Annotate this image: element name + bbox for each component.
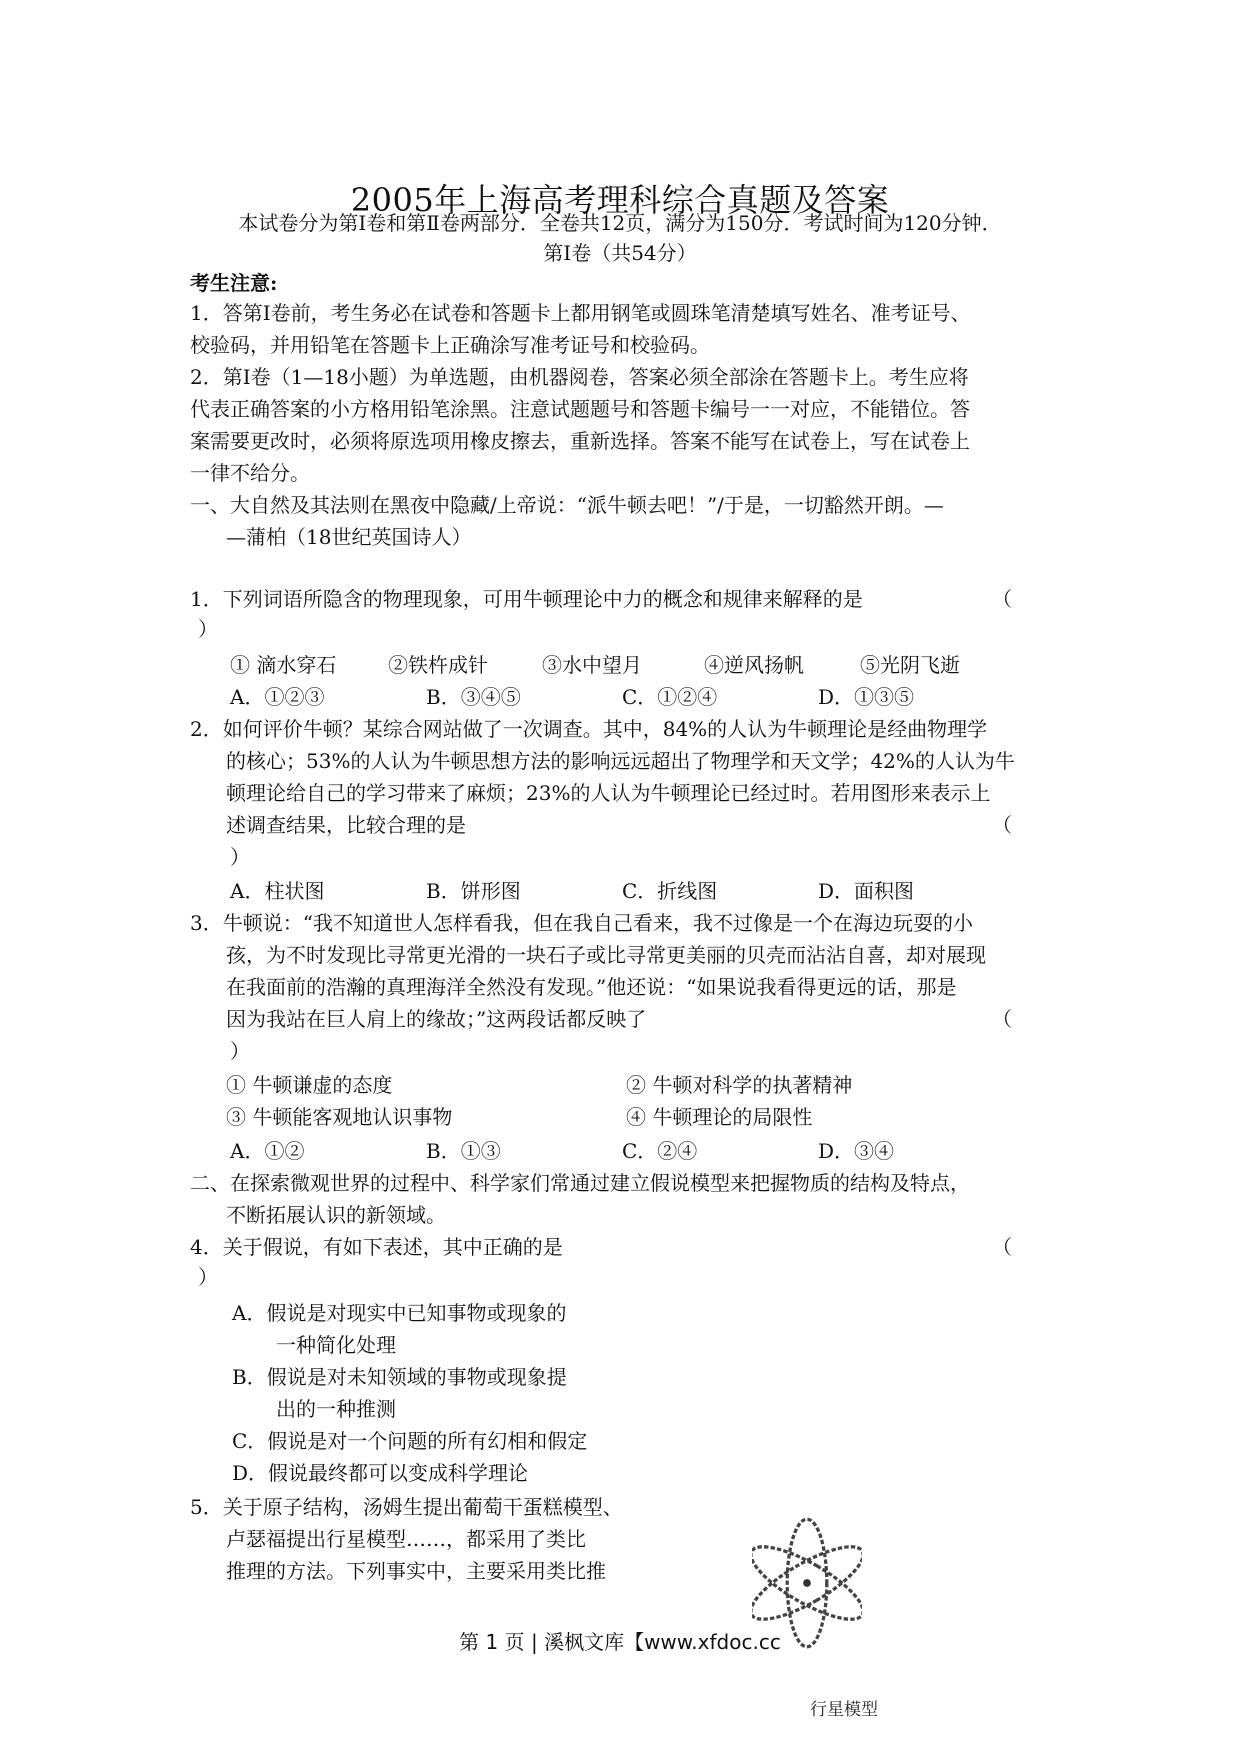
intro-text: 本试卷分为第Ⅰ卷和第Ⅱ卷两部分．全卷共12页，满分为150分．考试时间为120分钟． [238,211,1002,235]
answer-paren-open: （ [992,813,1012,837]
q2-option-c: C．折线图 [622,879,718,903]
q4-option-b-cont: 出的一种推测 [276,1397,396,1421]
q4-option-c: C．假说是对一个问题的所有幻相和假定 [232,1429,588,1453]
question-stem: 孩，为不时发现比寻常更光滑的一块石子或比寻常更美丽的贝壳而沾沾自喜，却对展现 [226,943,986,967]
q1-item: ②铁杵成针 [388,653,488,677]
page-title: 2005年上海高考理科综合真题及答案 [350,181,890,219]
q3-item: ③ 牛顿能客观地认识事物 [226,1105,453,1129]
notice-line: 1．答第Ⅰ卷前，考生务必在试卷和答题卡上都用钢笔或圆珠笔清楚填写姓名、准考证号、 [190,301,971,325]
answer-paren-close: ） [230,1039,250,1063]
q4-option-a: A．假说是对现实中已知事物或现象的 [232,1301,567,1325]
part-heading: 一、大自然及其法则在黑夜中隐藏/上帝说：“派牛顿去吧！”/于是，一切豁然开朗。— [190,493,944,517]
q4-option-a-cont: 一种简化处理 [276,1333,396,1357]
part-heading: 二、在探索微观世界的过程中、科学家们常通过建立假说模型来把握物质的结构及特点， [190,1171,970,1195]
answer-paren-close: ） [230,845,250,869]
q1-option-d: D．①③⑤ [818,685,915,709]
notice-line: 代表正确答案的小方格用铅笔涂黑。注意试题题号和答题卡编号一一对应，不能错位。答 [190,397,970,421]
q3-item: ② 牛顿对科学的执著精神 [626,1073,853,1097]
question-stem: 1．下列词语所隐含的物理现象，可用牛顿理论中力的概念和规律来解释的是 [190,587,863,611]
question-stem: 在我面前的浩瀚的真理海洋全然没有发现。”他还说：“如果说我看得更远的话，那是 [226,975,957,999]
notice-line: 校验码，并用铅笔在答题卡上正确涂写准考证号和校验码。 [190,333,710,357]
q1-item: ④逆风扬帆 [704,653,804,677]
q3-option-a: A．①② [230,1139,305,1163]
q2-option-a: A．柱状图 [230,879,325,903]
answer-paren-close: ） [198,617,218,641]
figure-caption: 行星模型 [810,1700,878,1720]
question-stem: 顿理论给自己的学习带来了麻烦；23%的人认为牛顿理论已经过时。若用图形来表示上 [226,781,991,805]
answer-paren-close: ） [198,1265,218,1289]
answer-paren-open: （ [992,587,1012,611]
q1-item: ⑤光阴飞逝 [860,653,960,677]
question-stem: 3．牛顿说：“我不知道世人怎样看我，但在我自己看来，我不过像是一个在海边玩耍的小 [190,911,973,935]
notice-title: 考生注意: [190,271,278,295]
section-title: 第Ⅰ卷（共54分） [543,241,697,265]
q3-option-d: D．③④ [818,1139,895,1163]
question-stem: 2．如何评价牛顿？某综合网站做了一次调查。其中，84%的人认为牛顿理论是经曲物理学 [190,717,988,741]
q3-item: ④ 牛顿理论的局限性 [626,1105,813,1129]
page-footer: 第 1 页 | 溪枫文库【www.xfdoc.cc [459,1630,781,1654]
question-stem: 5．关于原子结构，汤姆生提出葡萄干蛋糕模型、 [190,1495,623,1519]
q1-option-a: A．①②③ [230,685,325,709]
q1-option-b: B．③④⑤ [426,685,521,709]
q2-option-b: B．饼形图 [426,879,521,903]
q3-option-b: B．①③ [426,1139,501,1163]
q1-item: ① 滴水穿石 [230,653,337,677]
answer-paren-open: （ [992,1235,1012,1259]
question-stem: 卢瑟福提出行星模型……，都采用了类比 [226,1527,586,1551]
notice-line: 2．第Ⅰ卷（1—18小题）为单选题，由机器阅卷，答案必须全部涂在答题卡上。考生应将 [190,365,969,389]
notice-line: 案需要更改时，必须将原选项用橡皮擦去，重新选择。答案不能写在试卷上，写在试卷上 [190,429,970,453]
question-stem: 推理的方法。下列事实中，主要采用类比推 [226,1559,606,1583]
question-stem: 述调查结果，比较合理的是 [226,813,466,837]
q3-item: ① 牛顿谦虚的态度 [226,1073,393,1097]
q3-option-c: C．②④ [622,1139,698,1163]
question-stem: 的核心；53%的人认为牛顿思想方法的影响远远超出了物理学和天文学；42%的人认为牛 [226,749,1015,773]
part-heading: 不断拓展认识的新领域。 [226,1203,446,1227]
q2-option-d: D．面积图 [818,879,915,903]
q1-item: ③水中望月 [542,653,642,677]
question-stem: 因为我站在巨人肩上的缘故；”这两段话都反映了 [226,1007,647,1031]
question-stem: 4．关于假说，有如下表述，其中正确的是 [190,1235,563,1259]
part-heading: —蒲柏（18世纪英国诗人） [226,525,472,549]
q4-option-d: D．假说最终都可以变成科学理论 [232,1461,529,1485]
q4-option-b: B．假说是对未知领域的事物或现象提 [232,1365,567,1389]
q1-option-c: C．①②④ [622,685,718,709]
answer-paren-open: （ [992,1007,1012,1031]
notice-line: 一律不给分。 [190,461,310,485]
